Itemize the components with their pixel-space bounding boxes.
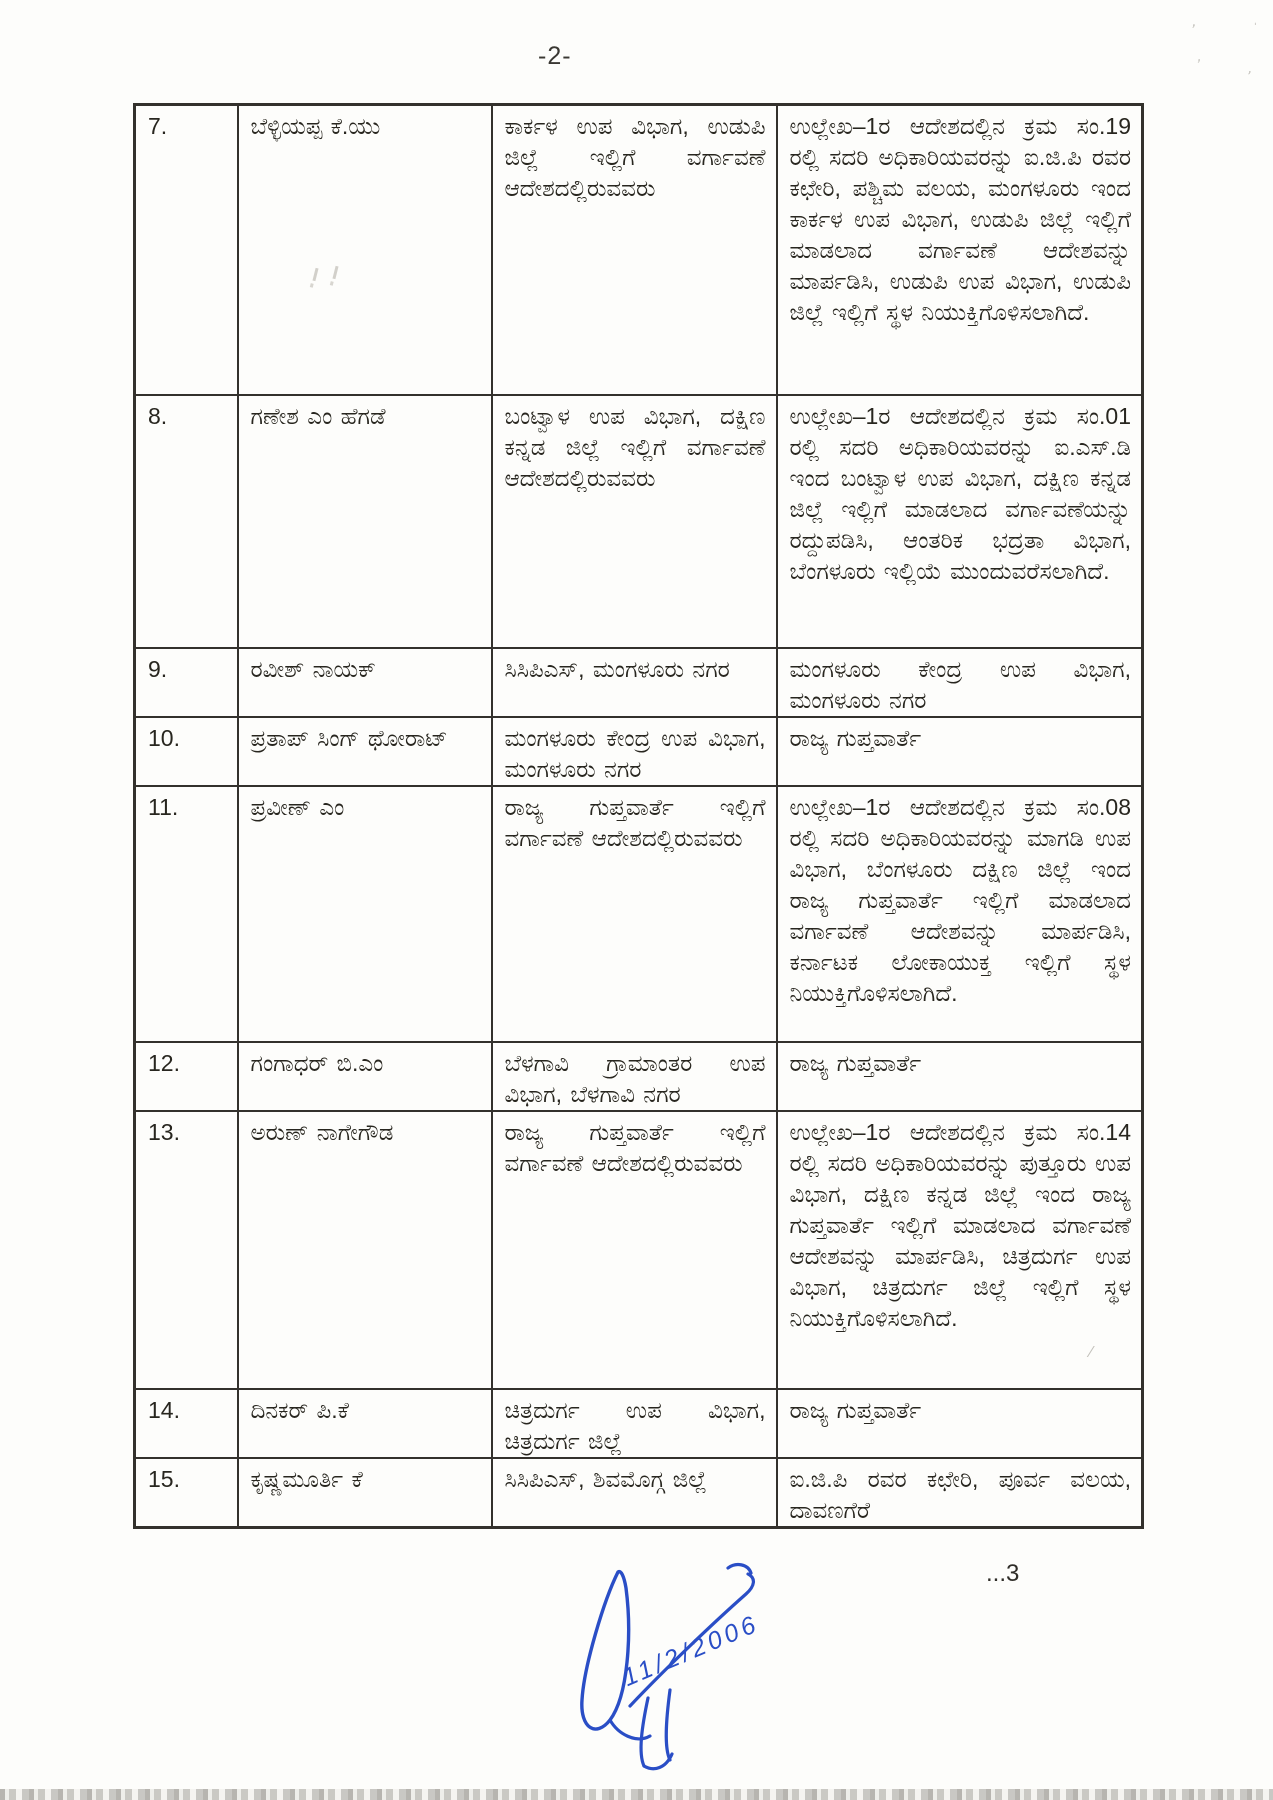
cell-transfer-details: ಐ.ಜಿ.ಪಿ ರವರ ಕಛೇರಿ, ಪೂರ್ವ ವಲಯ, ದಾವಣಗೆರೆ bbox=[777, 1458, 1143, 1528]
cell-transfer-details: ಮಂಗಳೂರು ಕೇಂದ್ರ ಉಪ ವಿಭಾಗ, ಮಂಗಳೂರು ನಗರ bbox=[777, 648, 1143, 717]
cell-transfer-details: ಉಲ್ಲೇಖ–1ರ ಆದೇಶದಲ್ಲಿನ ಕ್ರಮ ಸಂ.14 ರಲ್ಲಿ ಸದರಿ ಅಧಿಕಾರಿಯವರನ್ನು ಪುತ್ತೂರು ಉಪ ವಿಭಾಗ, ದಕ್ಷಿಣ ಕನ್ನಡ ಜಿಲ್ಲೆ ಇಂದ ರಾಜ್ಯ ಗುಪ್ತವಾರ್ತೆ ಇಲ್ಲಿಗೆ ಮಾಡಲಾದ ವರ್ಗಾವಣೆ ಆದೇಶವನ್ನು ಮಾರ್ಪಡಿಸಿ, ಚಿತ್ರದುರ್ಗ ಉಪ ವಿಭಾಗ, ಚಿತ್ರದುರ್ಗ ಜಿಲ್ಲೆ ಇಲ್ಲಿಗೆ ಸ್ಥಳ ನಿಯುಕ್ತಿಗೊಳಿಸಲಾಗಿದೆ. bbox=[777, 1111, 1143, 1389]
page-number-bottom: ...3 bbox=[986, 1560, 1020, 1587]
cell-officer-name: ಅರುಣ್ ನಾಗೇಗೌಡ bbox=[238, 1111, 492, 1389]
cell-transfer-details: ಉಲ್ಲೇಖ–1ರ ಆದೇಶದಲ್ಲಿನ ಕ್ರಮ ಸಂ.08 ರಲ್ಲಿ ಸದರಿ ಅಧಿಕಾರಿಯವರನ್ನು ಮಾಗಡಿ ಉಪ ವಿಭಾಗ, ಬೆಂಗಳೂರು ದಕ್ಷಿಣ ಜಿಲ್ಲೆ ಇಂದ ರಾಜ್ಯ ಗುಪ್ತವಾರ್ತೆ ಇಲ್ಲಿಗೆ ಮಾಡಲಾದ ವರ್ಗಾವಣೆ ಆದೇಶವನ್ನು ಮಾರ್ಪಡಿಸಿ, ಕರ್ನಾಟಕ ಲೋಕಾಯುಕ್ತ ಇಲ್ಲಿಗೆ ಸ್ಥಳ ನಿಯುಕ್ತಿಗೊಳಿಸಲಾಗಿದೆ. bbox=[777, 786, 1143, 1042]
cell-serial-number: 12. bbox=[135, 1042, 238, 1111]
cell-current-posting: ಬೆಳಗಾವಿ ಗ್ರಾಮಾಂತರ ಉಪ ವಿಭಾಗ, ಬೆಳಗಾವಿ ನಗರ bbox=[492, 1042, 777, 1111]
cell-serial-number: 8. bbox=[135, 395, 238, 648]
table-row bbox=[135, 1111, 1143, 1389]
cell-transfer-details: ರಾಜ್ಯ ಗುಪ್ತವಾರ್ತೆ bbox=[777, 717, 1143, 786]
cell-officer-name: ಬೆಳ್ಳಿಯಪ್ಪ ಕೆ.ಯು bbox=[238, 105, 492, 395]
cell-current-posting: ಸಿಸಿಪಿಎಸ್, ಶಿವಮೊಗ್ಗ ಜಿಲ್ಲೆ bbox=[492, 1458, 777, 1528]
cell-officer-name: ಗಂಗಾಧರ್ ಬಿ.ಎಂ bbox=[238, 1042, 492, 1111]
cell-current-posting: ಕಾರ್ಕಳ ಉಪ ವಿಭಾಗ, ಉಡುಪಿ ಜಿಲ್ಲೆ ಇಲ್ಲಿಗೆ ವರ್ಗಾವಣೆ ಆದೇಶದಲ್ಲಿರುವವರು bbox=[492, 105, 777, 395]
table-row bbox=[135, 648, 1143, 717]
cell-serial-number: 13. bbox=[135, 1111, 238, 1389]
table-row bbox=[135, 1042, 1143, 1111]
cell-current-posting: ಸಿಸಿಪಿಎಸ್, ಮಂಗಳೂರು ನಗರ bbox=[492, 648, 777, 717]
scan-artifact: , bbox=[1195, 47, 1205, 66]
cell-officer-name: ಗಣೇಶ ಎಂ ಹೆಗಡೆ bbox=[238, 395, 492, 648]
cell-transfer-details: ಉಲ್ಲೇಖ–1ರ ಆದೇಶದಲ್ಲಿನ ಕ್ರಮ ಸಂ.19 ರಲ್ಲಿ ಸದರಿ ಅಧಿಕಾರಿಯವರನ್ನು ಐ.ಜಿ.ಪಿ ರವರ ಕಛೇರಿ, ಪಶ್ಚಿಮ ವಲಯ, ಮಂಗಳೂರು ಇಂದ ಕಾರ್ಕಳ ಉಪ ವಿಭಾಗ, ಉಡುಪಿ ಜಿಲ್ಲೆ ಇಲ್ಲಿಗೆ ಮಾಡಲಾದ ವರ್ಗಾವಣೆ ಆದೇಶವನ್ನು ಮಾರ್ಪಡಿಸಿ, ಉಡುಪಿ ಉಪ ವಿಭಾಗ, ಉಡುಪಿ ಜಿಲ್ಲೆ ಇಲ್ಲಿಗೆ ಸ್ಥಳ ನಿಯುಕ್ತಿಗೊಳಿಸಲಾಗಿದೆ. bbox=[777, 105, 1143, 395]
cell-officer-name: ದಿನಕರ್ ಪಿ.ಕೆ bbox=[238, 1389, 492, 1458]
cell-serial-number: 14. bbox=[135, 1389, 238, 1458]
signature bbox=[552, 1548, 802, 1783]
transfer-table-body bbox=[135, 105, 1143, 1528]
scan-artifact: ’ bbox=[1187, 21, 1197, 40]
cell-current-posting: ರಾಜ್ಯ ಗುಪ್ತವಾರ್ತೆ ಇಲ್ಲಿಗೆ ವರ್ಗಾವಣೆ ಆದೇಶದಲ್ಲಿರುವವರು bbox=[492, 1111, 777, 1389]
signature-date: 11/2/2006 bbox=[618, 1609, 764, 1693]
cell-officer-name: ರವೀಶ್ ನಾಯಕ್ bbox=[238, 648, 492, 717]
cell-officer-name: ಪ್ರತಾಪ್ ಸಿಂಗ್ ಥೋರಾಟ್ bbox=[238, 717, 492, 786]
cell-current-posting: ಚಿತ್ರದುರ್ಗ ಉಪ ವಿಭಾಗ, ಚಿತ್ರದುರ್ಗ ಜಿಲ್ಲೆ bbox=[492, 1389, 777, 1458]
cell-transfer-details: ಉಲ್ಲೇಖ–1ರ ಆದೇಶದಲ್ಲಿನ ಕ್ರಮ ಸಂ.01 ರಲ್ಲಿ ಸದರಿ ಅಧಿಕಾರಿಯವರನ್ನು ಐ.ಎಸ್.ಡಿ ಇಂದ ಬಂಟ್ವಾಳ ಉಪ ವಿಭಾಗ, ದಕ್ಷಿಣ ಕನ್ನಡ ಜಿಲ್ಲೆ ಇಲ್ಲಿಗೆ ಮಾಡಲಾದ ವರ್ಗಾವಣೆಯನ್ನು ರದ್ದುಪಡಿಸಿ, ಆಂತರಿಕ ಭದ್ರತಾ ವಿಭಾಗ, ಬೆಂಗಳೂರು ಇಲ್ಲಿಯೆ ಮುಂದುವರೆಸಲಾಗಿದೆ. bbox=[777, 395, 1143, 648]
cell-serial-number: 15. bbox=[135, 1458, 238, 1528]
cell-serial-number: 11. bbox=[135, 786, 238, 1042]
page-number-top: -2- bbox=[538, 42, 572, 70]
cell-serial-number: 7. bbox=[135, 105, 238, 395]
cell-current-posting: ಬಂಟ್ವಾಳ ಉಪ ವಿಭಾಗ, ದಕ್ಷಿಣ ಕನ್ನಡ ಜಿಲ್ಲೆ ಇಲ್ಲಿಗೆ ವರ್ಗಾವಣೆ ಆದೇಶದಲ್ಲಿರುವವರು bbox=[492, 395, 777, 648]
table-row bbox=[135, 1389, 1143, 1458]
cell-officer-name: ಪ್ರವೀಣ್ ಎಂ bbox=[238, 786, 492, 1042]
cell-serial-number: 9. bbox=[135, 648, 238, 717]
table-row bbox=[135, 105, 1143, 395]
table-row bbox=[135, 786, 1143, 1042]
cell-current-posting: ಮಂಗಳೂರು ಕೇಂದ್ರ ಉಪ ವಿಭಾಗ, ಮಂಗಳೂರು ನಗರ bbox=[492, 717, 777, 786]
table-row bbox=[135, 717, 1143, 786]
table-row bbox=[135, 395, 1143, 648]
cell-current-posting: ರಾಜ್ಯ ಗುಪ್ತವಾರ್ತೆ ಇಲ್ಲಿಗೆ ವರ್ಗಾವಣೆ ಆದೇಶದಲ್ಲಿರುವವರು bbox=[492, 786, 777, 1042]
scan-artifact: ˈ bbox=[1253, 20, 1258, 36]
cell-officer-name: ಕೃಷ್ಣಮೂರ್ತಿ ಕೆ bbox=[238, 1458, 492, 1528]
cell-transfer-details: ರಾಜ್ಯ ಗುಪ್ತವಾರ್ತೆ bbox=[777, 1389, 1143, 1458]
cell-transfer-details: ರಾಜ್ಯ ಗುಪ್ತವಾರ್ತೆ bbox=[777, 1042, 1143, 1111]
cell-serial-number: 10. bbox=[135, 717, 238, 786]
transfer-order-table bbox=[133, 103, 1144, 1529]
scan-artifact: ⁄ bbox=[1090, 1344, 1093, 1361]
scan-edge-shadow bbox=[0, 1789, 1273, 1800]
scan-artifact: ’ bbox=[1242, 68, 1253, 85]
table-row bbox=[135, 1458, 1143, 1528]
